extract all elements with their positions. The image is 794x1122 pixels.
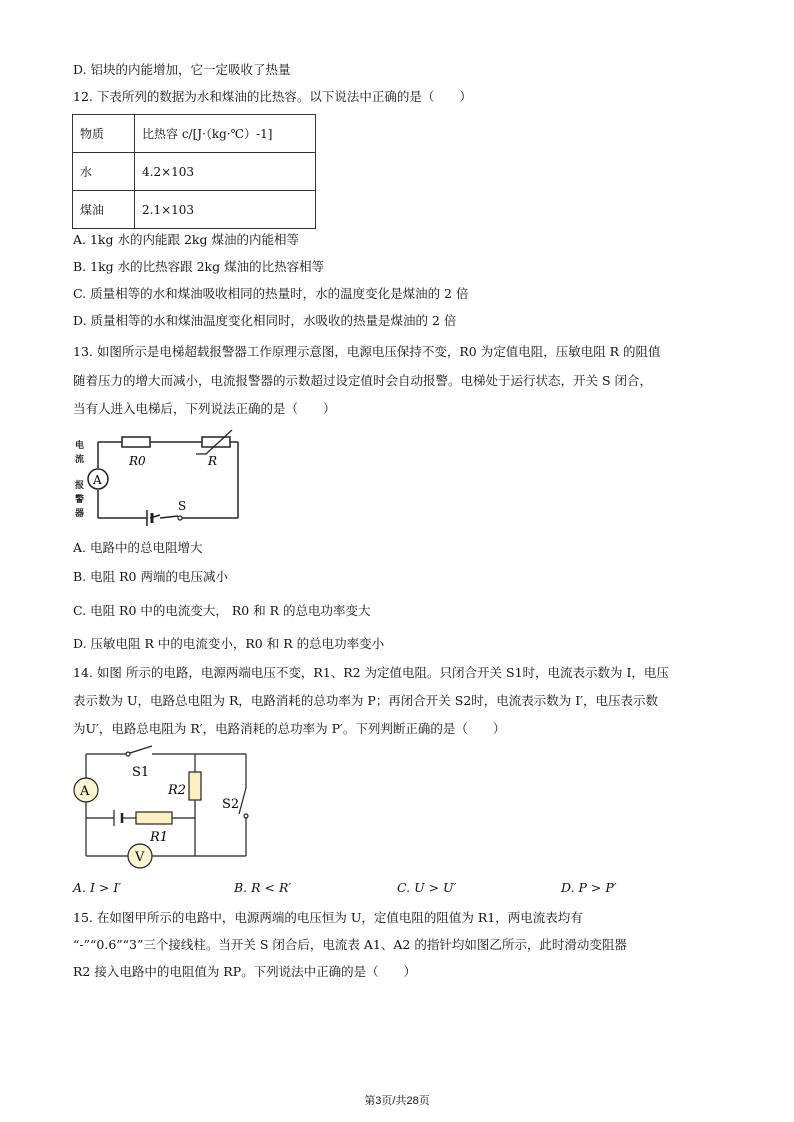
page-number: 第3页/共28页 [364,1095,430,1107]
s2-label: S2 [222,797,240,812]
table-cell: 水 [73,153,135,191]
resistor-r0 [122,437,150,447]
q13-stem-line-3: 当有人进入电梯后，下列说法正确的是（ ） [73,401,336,416]
table-cell: 4.2×103 [135,153,316,191]
side-label-char: 报 [75,481,85,491]
elevator-alarm-circuit-diagram [72,432,242,527]
ammeter-label: A [93,473,102,487]
two-switch-circuit-diagram [70,742,260,870]
voltmeter-label: V [135,850,145,865]
resistor-r2 [189,772,201,800]
s1-label: S1 [132,765,150,780]
q13-option-d: D. 压敏电阻 R 中的电流变小，R0 和 R 的总电功率变小 [73,636,385,651]
r2-label: R2 [168,783,187,798]
q14-option-b: B. R < R′ [234,880,292,895]
q12-option-d: D. 质量相等的水和煤油温度变化相同时，水吸收的热量是煤油的 2 倍 [73,313,457,328]
specific-heat-table [72,114,316,229]
q11-option-d: D. 铝块的内能增加，它一定吸收了热量 [73,62,291,77]
ammeter-label: A [80,784,90,799]
q12-stem: 12. 下表所列的数据为水和煤油的比热容。以下说法中正确的是（ ） [73,89,472,104]
switch-s2-lever-icon [239,788,246,814]
side-label-char: 电 [75,441,85,451]
q14-stem-line-3: 为U′，电路总电阻为 R′，电路消耗的总功率为 P′。下列判断正确的是（ ） [73,721,506,736]
r0-label: R0 [129,454,146,468]
q14-option-d: D. P > P′ [561,880,617,895]
r1-label: R1 [150,830,169,845]
switch-label: S [178,499,187,513]
q13-stem-line-2: 随着压力的增大而减小，电流报警器的示数超过设定值时会自动报警。电梯处于运行状态，开关 S 闭合， [73,373,653,388]
resistor-r1 [136,812,172,824]
table-header-cell: 物质 [73,115,135,153]
table-row [73,191,316,229]
table-row [73,115,316,153]
q13-stem-line-1: 13. 如图所示是电梯超载报警器工作原理示意图，电源电压保持不变，R0 为定值电阻，压敏电阻 R 的阻值 [73,344,661,359]
q13-option-c: C. 电阻 R0 中的电流变大， R0 和 R 的总电功率变大 [73,603,371,618]
switch-lever-icon [160,516,178,518]
switch-s1-lever-icon [130,746,152,753]
q14-option-c: C. U > U′ [397,880,457,895]
table-row [73,153,316,191]
switch-s1-contact-icon [126,752,130,756]
side-label-char: 警 [75,495,85,505]
battery-icon [147,510,152,526]
table-cell: 2.1×103 [135,191,316,229]
q12-option-c: C. 质量相等的水和煤油吸收相同的热量时，水的温度变化是煤油的 2 倍 [73,286,469,301]
switch-s2-contact-icon [244,814,248,818]
table-cell: 煤油 [73,191,135,229]
q14-stem-line-1: 14. 如图 所示的电路，电源两端电压不变，R1、R2 为定值电阻。只闭合开关 S1时，电流表示数为 I，电压 [73,665,669,680]
q13-option-a: A. 电路中的总电阻增大 [73,540,203,555]
q14-option-a: A. I > I′ [73,880,122,895]
battery-icon [114,810,122,826]
q14-stem-line-2: 表示数为 U，电路总电阻为 R，电路消耗的总功率为 P；再闭合开关 S2时，电流表示数为 I′，电压表示数 [73,693,659,708]
q15-stem-line-1: 15. 在如图甲所示的电路中，电源两端的电压恒为 U，定值电阻的阻值为 R1，两电流表均有 [73,910,583,925]
r-label: R [208,454,218,468]
q12-option-b: B. 1kg 水的比热容跟 2kg 煤油的比热容相等 [73,259,325,274]
side-label-char: 器 [75,509,85,519]
table-header-cell: 比热容 c/[J·（kg·℃）-1] [135,115,316,153]
q12-option-a: A. 1kg 水的内能跟 2kg 煤油的内能相等 [73,232,299,247]
q15-stem-line-3: R2 接入电路中的电阻值为 RP。下列说法中正确的是（ ） [73,964,417,979]
q13-option-b: B. 电阻 R0 两端的电压减小 [73,569,228,584]
q15-stem-line-2: “-”“0.6”“3”三个接线柱。当开关 S 闭合后，电流表 A1、A2 的指针均如图乙所示，此时滑动变阻器 [73,937,627,952]
side-label-char: 流 [75,455,85,465]
switch-contact-icon [178,516,182,520]
